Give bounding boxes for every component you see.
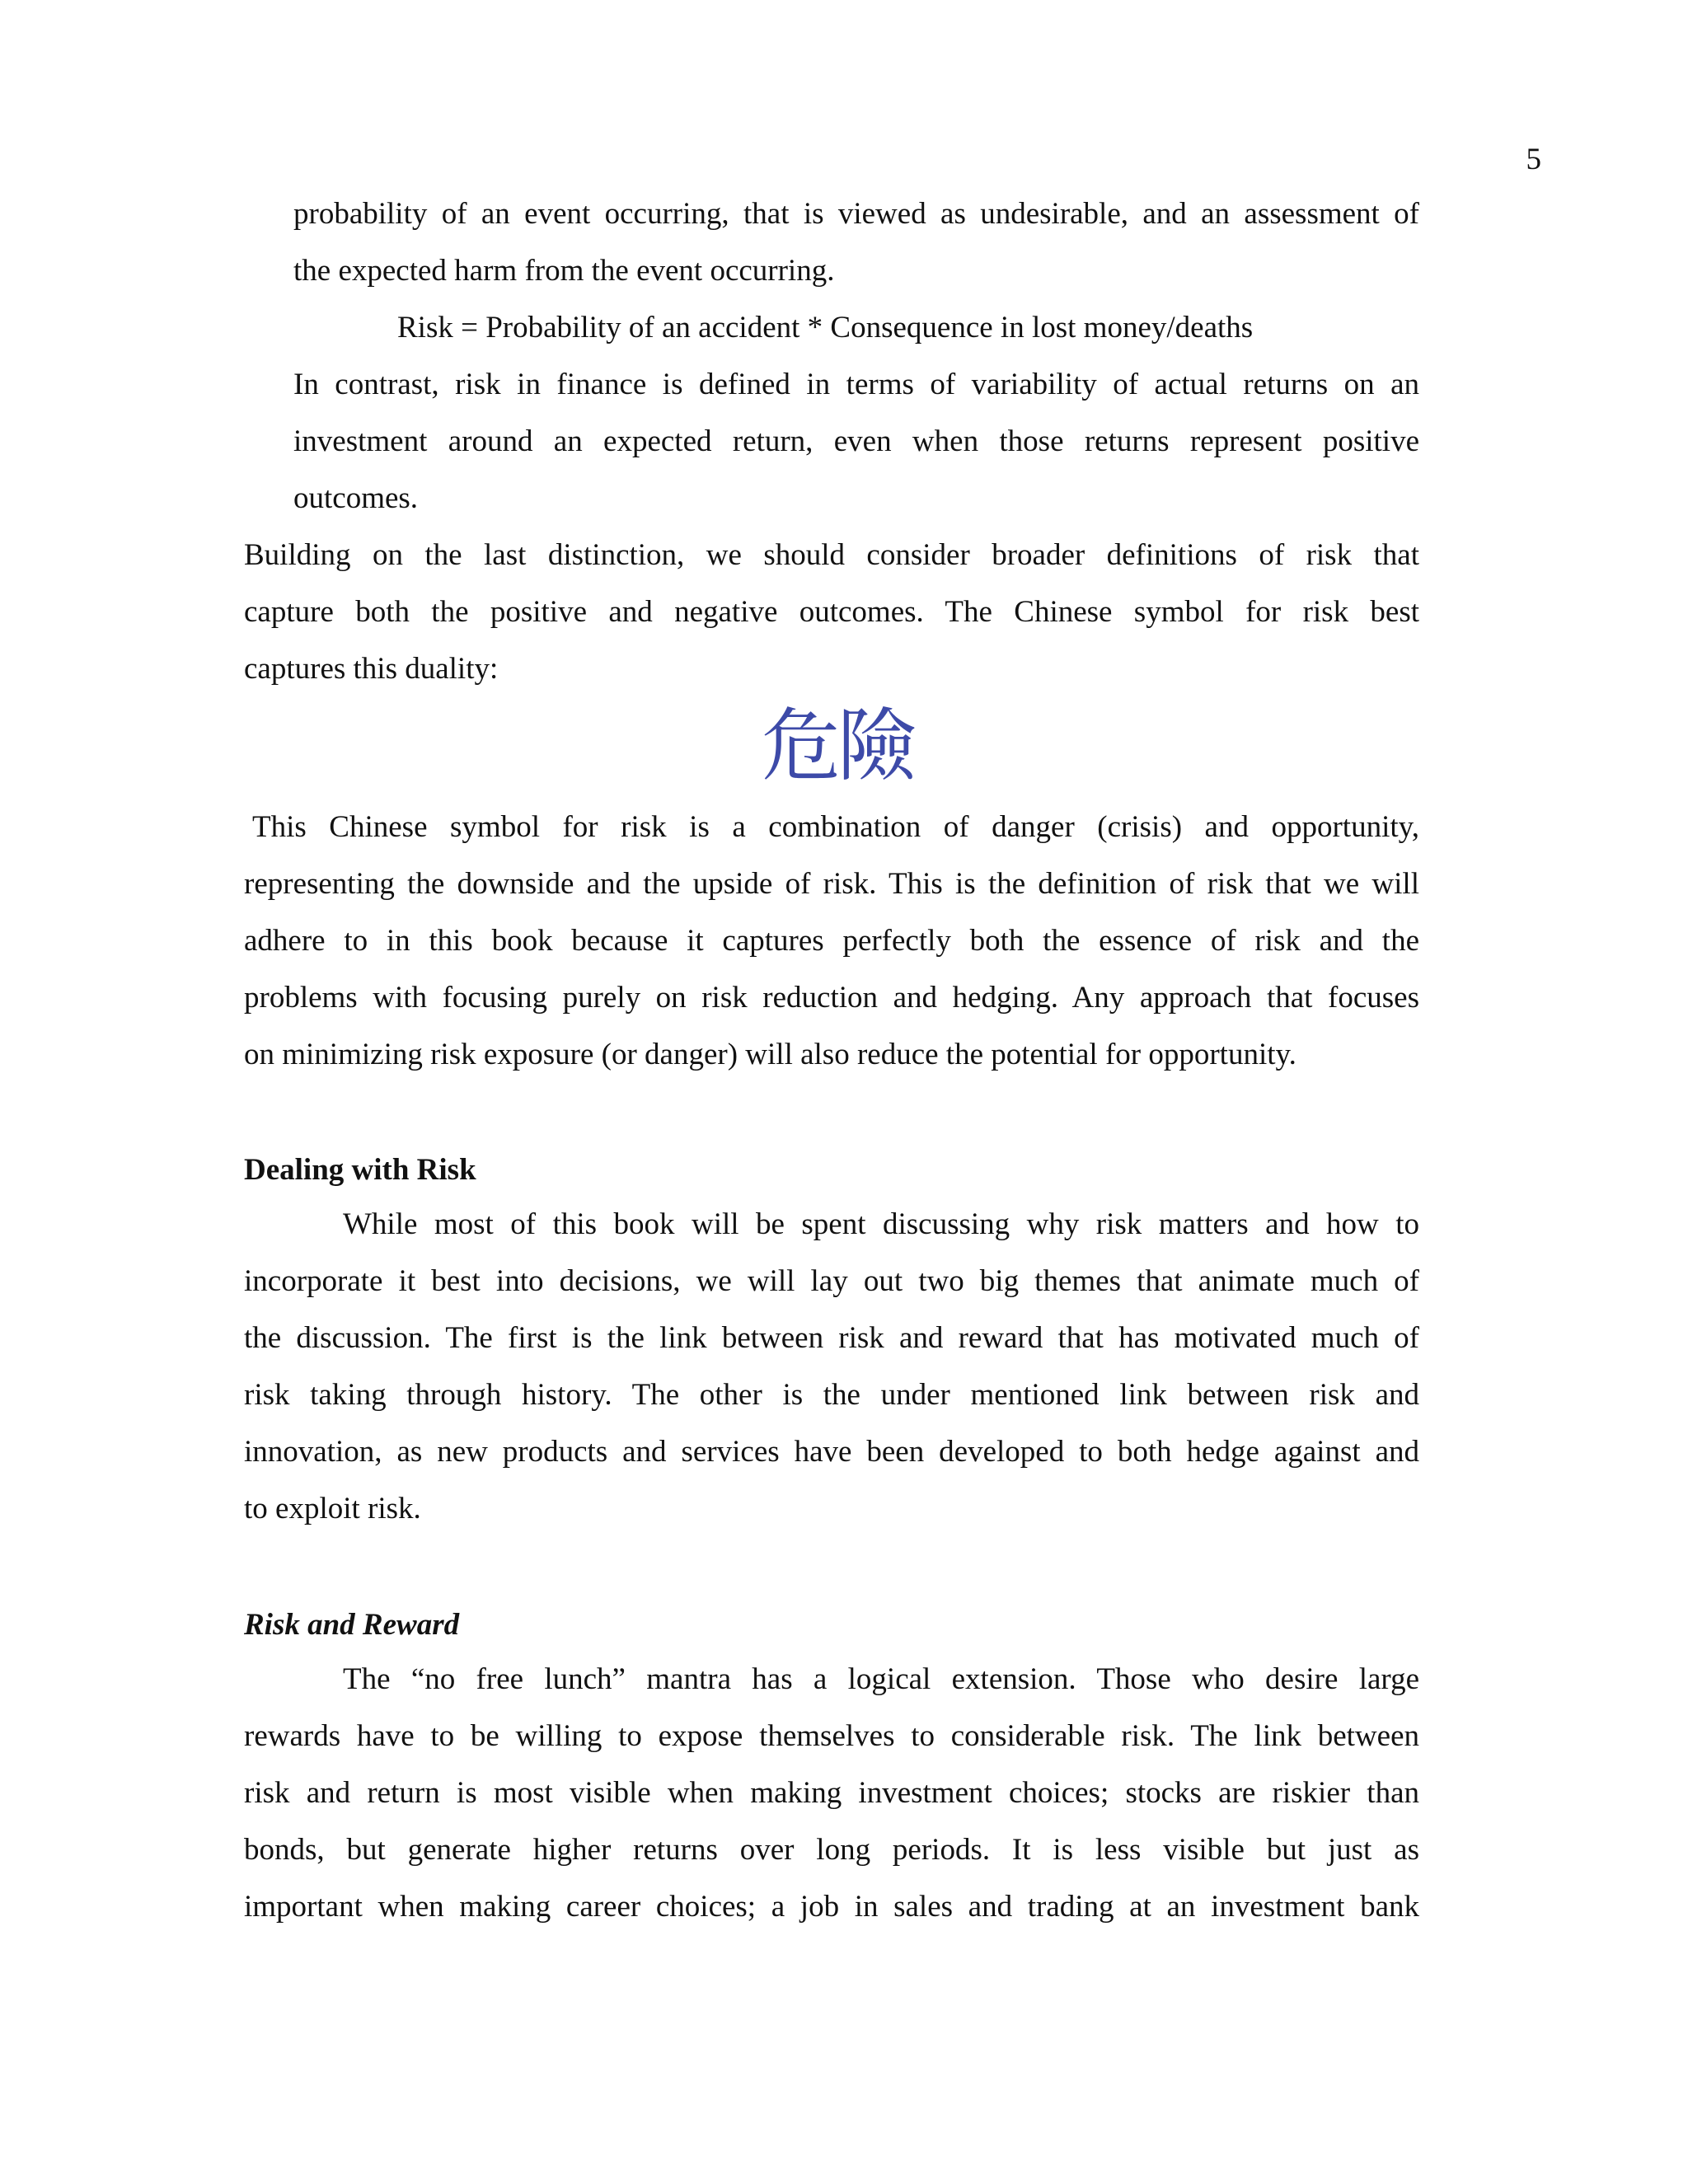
subsection-heading: Risk and Reward bbox=[244, 1608, 460, 1642]
paragraph-line: investment around an expected return, even when those returns represent positive bbox=[293, 424, 1419, 458]
paragraph-line: bonds, but generate higher returns over long periods. It is less visible but just as bbox=[244, 1833, 1419, 1867]
paragraph-line: rewards have to be willing to expose themselves to considerable risk. The link between bbox=[244, 1719, 1419, 1753]
paragraph-line: The “no free lunch” mantra has a logical extension. Those who desire large bbox=[343, 1662, 1419, 1696]
paragraph-line: the expected harm from the event occurring. bbox=[293, 254, 835, 288]
paragraph-line: risk taking through history. The other is the under mentioned link between risk and bbox=[244, 1378, 1419, 1412]
paragraph-line: probability of an event occurring, that is viewed as undesirable, and an assessment of bbox=[293, 197, 1419, 231]
paragraph-line: While most of this book will be spent discussing why risk matters and how to bbox=[343, 1207, 1419, 1241]
page-number: 5 bbox=[1526, 143, 1541, 176]
paragraph-line: representing the downside and the upside of risk. This is the definition of risk that we will bbox=[244, 867, 1419, 901]
paragraph-line: In contrast, risk in finance is defined in terms of variability of actual returns on an bbox=[293, 368, 1419, 401]
paragraph-line: the discussion. The first is the link between risk and reward that has motivated much of bbox=[244, 1321, 1419, 1355]
paragraph-line: This Chinese symbol for risk is a combination of danger (crisis) and opportunity, bbox=[252, 810, 1419, 844]
paragraph-line: outcomes. bbox=[293, 481, 419, 515]
chinese-risk-symbol: 危險 bbox=[762, 700, 913, 792]
paragraph-line: risk and return is most visible when making investment choices; stocks are riskier than bbox=[244, 1776, 1419, 1810]
section-heading: Dealing with Risk bbox=[244, 1153, 476, 1187]
paragraph-line: adhere to in this book because it captures perfectly both the essence of risk and the bbox=[244, 924, 1419, 958]
paragraph-line: to exploit risk. bbox=[244, 1492, 421, 1526]
paragraph-line: innovation, as new products and services have been developed to both hedge against and bbox=[244, 1435, 1419, 1469]
paragraph-line: important when making career choices; a job in sales and trading at an investment bank bbox=[244, 1890, 1419, 1924]
paragraph-line: captures this duality: bbox=[244, 652, 499, 686]
risk-formula: Risk = Probability of an accident * Consequence in lost money/deaths bbox=[397, 311, 1254, 344]
paragraph-line: on minimizing risk exposure (or danger) will also reduce the potential for opportunity. bbox=[244, 1038, 1296, 1071]
paragraph-line: Building on the last distinction, we should consider broader definitions of risk that bbox=[244, 538, 1419, 572]
paragraph-line: capture both the positive and negative outcomes. The Chinese symbol for risk best bbox=[244, 595, 1419, 629]
paragraph-line: problems with focusing purely on risk reduction and hedging. Any approach that focuses bbox=[244, 981, 1419, 1015]
paragraph-line: incorporate it best into decisions, we will lay out two big themes that animate much of bbox=[244, 1264, 1419, 1298]
